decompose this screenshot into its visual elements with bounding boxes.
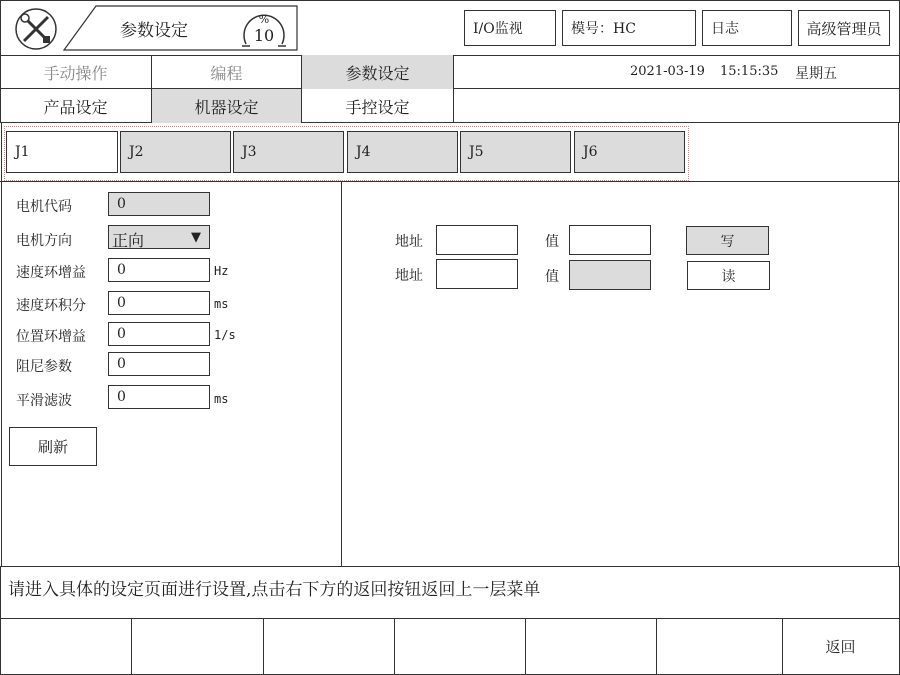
joint-tab-j1[interactable]: J1 (6, 131, 118, 173)
date-display: 2021-03-19 (630, 64, 705, 79)
smoothing-label: 平滑滤波 (16, 393, 72, 409)
damping-input[interactable]: 0 (108, 352, 210, 376)
panel-right-border (898, 123, 899, 567)
read-value-field (569, 260, 651, 290)
tab-program[interactable]: 编程 (152, 55, 302, 89)
log-button[interactable]: 日志 (702, 10, 792, 46)
status-message: 请进入具体的设定页面进行设置,点击右下方的返回按钮返回上一层菜单 (8, 580, 541, 600)
position-gain-input[interactable]: 0 (108, 322, 210, 346)
speed-gain-input[interactable]: 0 (108, 258, 210, 282)
joint-tab-j3[interactable]: J3 (233, 131, 344, 173)
subtab-product[interactable]: 产品设定 (0, 89, 152, 123)
panel-left-border (1, 123, 2, 567)
speed-integral-unit: ms (214, 297, 229, 311)
joint-tab-j4[interactable]: J4 (347, 131, 458, 173)
tab-manual[interactable]: 手动操作 (0, 55, 152, 89)
footer-button-5[interactable] (526, 618, 657, 675)
write-value-input[interactable] (569, 225, 651, 255)
subtab-machine[interactable]: 机器设定 (152, 89, 302, 123)
write-address-input[interactable] (436, 225, 518, 255)
motor-direction-value: 正向 (112, 231, 145, 250)
back-button[interactable]: 返回 (825, 638, 856, 656)
model-display: 模号：HC (562, 10, 696, 46)
page-title: 参数设定 (120, 21, 188, 41)
footer-button-4[interactable] (395, 618, 526, 675)
read-value-label: 值 (545, 269, 559, 285)
time-display: 15:15:35 (720, 64, 779, 79)
joint-tab-j6[interactable]: J6 (574, 131, 685, 173)
panel-divider-v (341, 181, 342, 567)
speed-gain-unit: Hz (214, 264, 229, 278)
read-button[interactable]: 读 (687, 261, 770, 290)
read-address-input[interactable] (436, 259, 518, 289)
write-address-label: 地址 (395, 234, 423, 250)
panel-divider-h (0, 181, 900, 182)
dropdown-arrow-icon: ▼ (191, 230, 201, 245)
tab-params[interactable]: 参数设定 (302, 55, 454, 89)
motor-direction-label: 电机方向 (16, 233, 72, 249)
read-address-label: 地址 (395, 268, 423, 284)
footer-button-2[interactable] (132, 618, 264, 675)
refresh-button[interactable]: 刷新 (9, 427, 97, 466)
speed-value: 10 (253, 25, 275, 45)
footer-button-6[interactable] (657, 618, 783, 675)
position-gain-label: 位置环增益 (16, 329, 86, 345)
joint-tab-j2[interactable]: J2 (120, 131, 231, 173)
subtab-handheld[interactable]: 手控设定 (302, 89, 454, 123)
smoothing-input[interactable]: 0 (108, 385, 210, 409)
damping-label: 阻尼参数 (16, 359, 72, 375)
speed-integral-input[interactable]: 0 (108, 291, 210, 315)
joint-tab-j5[interactable]: J5 (460, 131, 571, 173)
motor-code-label: 电机代码 (16, 199, 72, 215)
speed-integral-label: 速度环积分 (16, 298, 86, 314)
speed-gain-label: 速度环增益 (16, 265, 86, 281)
position-gain-unit: 1/s (214, 328, 236, 342)
motor-code-field: 0 (108, 192, 210, 216)
user-button[interactable]: 高级管理员 (798, 10, 890, 46)
tools-icon[interactable] (12, 7, 60, 51)
io-monitor-button[interactable]: I/O监视 (464, 10, 556, 46)
motor-direction-select[interactable] (108, 225, 210, 249)
footer-button-1[interactable] (0, 618, 132, 675)
weekday-display: 星期五 (795, 66, 837, 82)
footer-button-3[interactable] (264, 618, 395, 675)
smoothing-unit: ms (214, 392, 229, 406)
write-value-label: 值 (545, 234, 559, 250)
speed-percent: % (258, 12, 270, 26)
write-button[interactable]: 写 (686, 226, 769, 255)
